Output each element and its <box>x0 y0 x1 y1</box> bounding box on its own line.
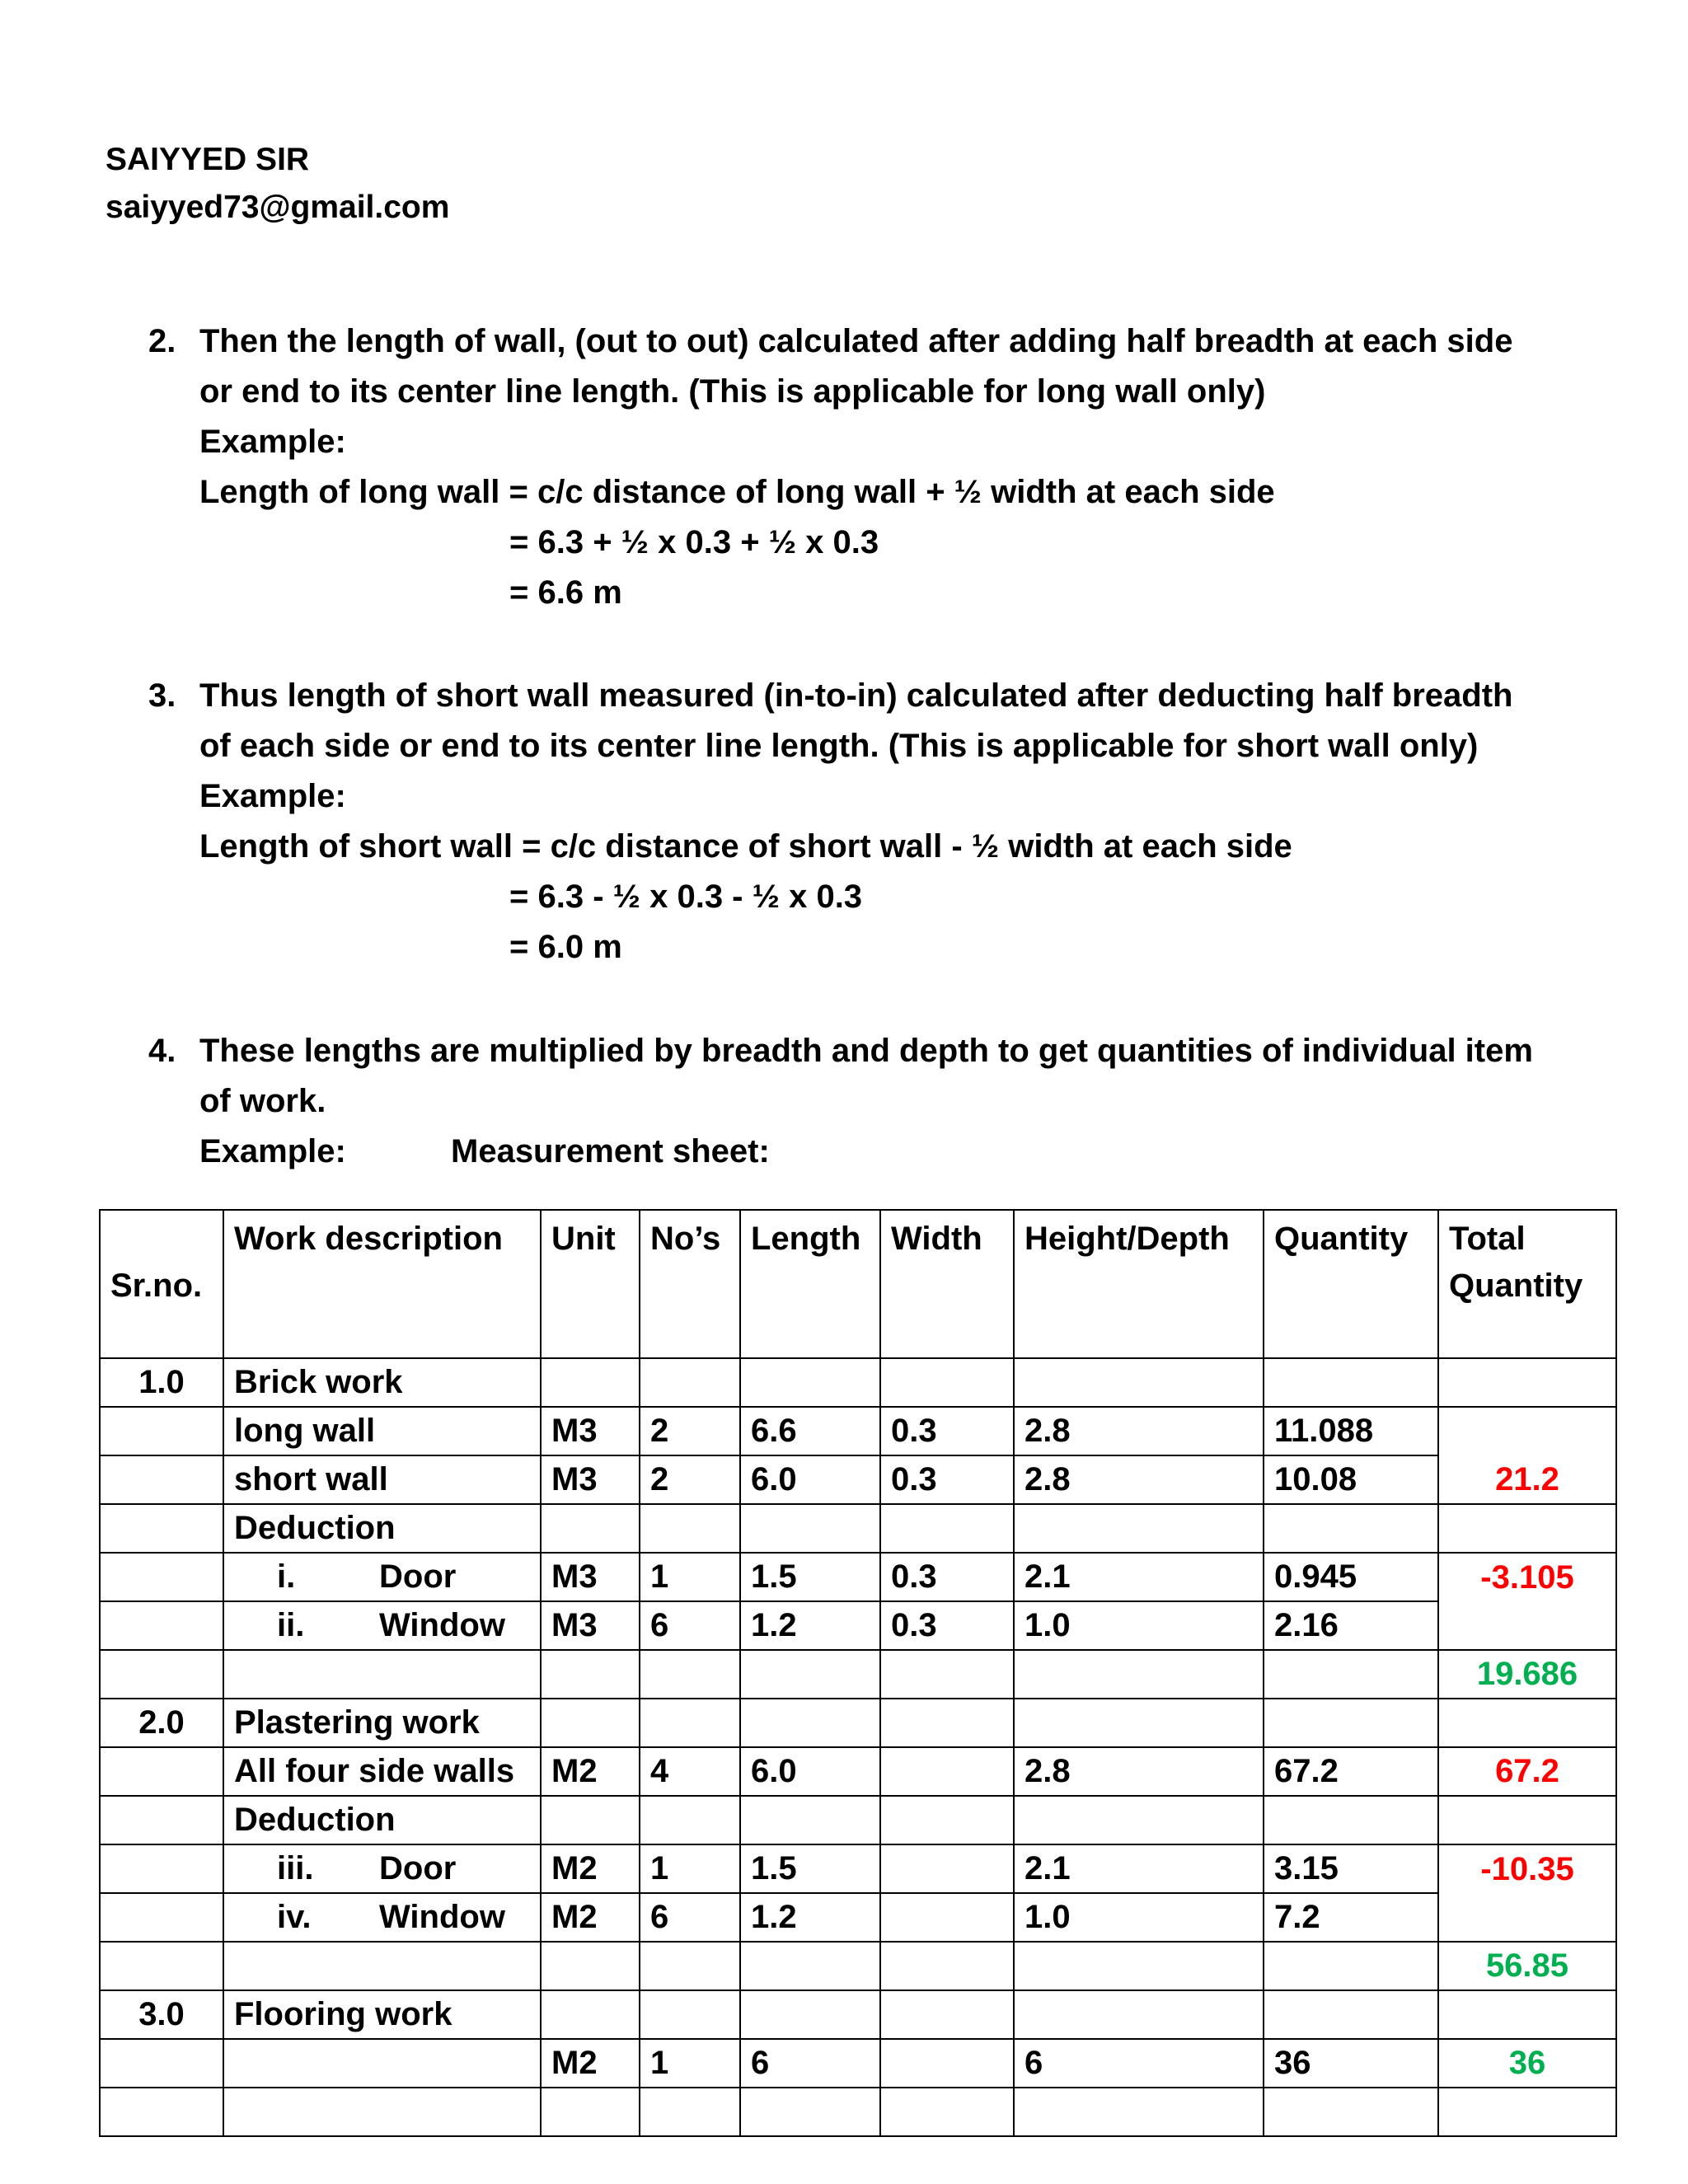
cell-length: 1.5 <box>740 1844 880 1893</box>
cell-unit: M3 <box>541 1407 640 1455</box>
header-description: Work description <box>223 1210 541 1358</box>
cell-unit: M2 <box>541 1893 640 1942</box>
cell-net-total: 56.85 <box>1438 1942 1616 1990</box>
cell-height: 2.1 <box>1014 1553 1264 1601</box>
cell-height: 6 <box>1014 2039 1264 2088</box>
equation-result: = 6.6 m <box>509 574 622 611</box>
cell-quantity: 11.088 <box>1264 1407 1438 1455</box>
roman-numeral: iii. <box>277 1850 314 1886</box>
cell-quantity: 0.945 <box>1264 1553 1438 1601</box>
cell-length: 1.2 <box>740 1893 880 1942</box>
measurement-table <box>99 1209 1617 2137</box>
cell-description: long wall <box>223 1407 541 1455</box>
header-height: Height/Depth <box>1014 1210 1264 1358</box>
table-row <box>100 1699 1616 1747</box>
example-label: Example: <box>199 1133 346 1169</box>
cell-description: Flooring work <box>223 1990 541 2039</box>
equation-line: = 6.3 + ½ x 0.3 + ½ x 0.3 <box>509 524 879 560</box>
point-text-line: These lengths are multiplied by breadth and depth to get quantities of individual item <box>199 1033 1533 1069</box>
cell-nos: 6 <box>640 1893 740 1942</box>
cell-unit: M2 <box>541 1844 640 1893</box>
header-srno: Sr.no. <box>100 1210 223 1358</box>
cell-nos: 1 <box>640 1553 740 1601</box>
table-row <box>100 2088 1616 2136</box>
cell-quantity: 67.2 <box>1264 1747 1438 1796</box>
cell-description: short wall <box>223 1455 541 1504</box>
formula-line: Length of long wall = c/c distance of long wall + ½ width at each side <box>199 474 1275 510</box>
point-text-line: Thus length of short wall measured (in-to-in) calculated after deducting half breadth <box>199 677 1513 714</box>
item-name: Window <box>379 1607 505 1643</box>
cell-length: 1.5 <box>740 1553 880 1601</box>
cell-net-total: 19.686 <box>1438 1650 1616 1699</box>
cell-srno: 1.0 <box>100 1358 223 1407</box>
cell-nos: 2 <box>640 1407 740 1455</box>
cell-unit: M2 <box>541 2039 640 2088</box>
table-row <box>100 1504 1616 1553</box>
table-row <box>100 1650 1616 1699</box>
cell-nos: 4 <box>640 1747 740 1796</box>
cell-length: 6.0 <box>740 1747 880 1796</box>
cell-nos: 1 <box>640 2039 740 2088</box>
cell-description <box>223 1893 541 1942</box>
header-quantity: Quantity <box>1264 1210 1438 1358</box>
item-name: Door <box>379 1558 457 1595</box>
cell-unit: M3 <box>541 1601 640 1650</box>
table-row <box>100 1747 1616 1796</box>
point-text-line: of each side or end to its center line length. (This is applicable for short wall only) <box>199 728 1479 764</box>
point-text-line: or end to its center line length. (This is applicable for long wall only) <box>199 373 1266 410</box>
cell-total-quantity: 21.2 <box>1438 1455 1616 1504</box>
item-name: Window <box>379 1899 505 1935</box>
roman-numeral: ii. <box>277 1607 305 1643</box>
table-row <box>100 1455 1616 1504</box>
point-text-line: of work. <box>199 1083 326 1119</box>
cell-quantity: 36 <box>1264 2039 1438 2088</box>
point-number: 4. <box>148 1033 176 1069</box>
cell-quantity: 2.16 <box>1264 1601 1438 1650</box>
author-email: saiyyed73@gmail.com <box>106 190 450 225</box>
cell-description: Plastering work <box>223 1699 541 1747</box>
cell-width: 0.3 <box>880 1601 1014 1650</box>
roman-numeral: i. <box>277 1558 296 1595</box>
table-row <box>100 1407 1616 1455</box>
table-row <box>100 1601 1616 1650</box>
table-row <box>100 1942 1616 1990</box>
cell-width: 0.3 <box>880 1455 1014 1504</box>
cell-nos: 6 <box>640 1601 740 1650</box>
cell-srno: 3.0 <box>100 1990 223 2039</box>
table-row <box>100 2039 1616 2088</box>
cell-description: Deduction <box>223 1796 541 1844</box>
cell-quantity: 3.15 <box>1264 1844 1438 1893</box>
table-header-row <box>100 1210 1616 1358</box>
cell-quantity: 7.2 <box>1264 1893 1438 1942</box>
table-row <box>100 1358 1616 1407</box>
cell-description: All four side walls <box>223 1747 541 1796</box>
table-row <box>100 1844 1616 1893</box>
point-number: 3. <box>148 677 176 714</box>
table-row <box>100 1990 1616 2039</box>
cell-total-quantity: 36 <box>1438 2039 1616 2088</box>
table-row <box>100 1796 1616 1844</box>
example-label: Example: <box>199 778 346 814</box>
header-total-line2: Quantity <box>1449 1268 1583 1304</box>
cell-description <box>223 1844 541 1893</box>
header-nos: No’s <box>640 1210 740 1358</box>
cell-length: 6.6 <box>740 1407 880 1455</box>
header-total-line1: Total <box>1449 1221 1526 1257</box>
cell-length: 6.0 <box>740 1455 880 1504</box>
cell-height: 2.8 <box>1014 1747 1264 1796</box>
cell-description: Deduction <box>223 1504 541 1553</box>
cell-description: Brick work <box>223 1358 541 1407</box>
cell-srno: 2.0 <box>100 1699 223 1747</box>
cell-total-quantity: -3.105 <box>1438 1553 1616 1601</box>
point-text-line: Then the length of wall, (out to out) calculated after adding half breadth at each side <box>199 323 1513 359</box>
cell-description <box>223 1601 541 1650</box>
cell-length: 6 <box>740 2039 880 2088</box>
cell-height: 1.0 <box>1014 1601 1264 1650</box>
header-width: Width <box>880 1210 1014 1358</box>
item-name: Door <box>379 1850 457 1886</box>
header-unit: Unit <box>541 1210 640 1358</box>
cell-description <box>223 1553 541 1601</box>
formula-line: Length of short wall = c/c distance of short wall - ½ width at each side <box>199 828 1292 865</box>
example-label: Example: <box>199 424 346 460</box>
table-row <box>100 1893 1616 1942</box>
cell-nos: 2 <box>640 1455 740 1504</box>
cell-length: 1.2 <box>740 1601 880 1650</box>
equation-line: = 6.3 - ½ x 0.3 - ½ x 0.3 <box>509 879 863 915</box>
cell-nos: 1 <box>640 1844 740 1893</box>
cell-height: 2.8 <box>1014 1407 1264 1455</box>
cell-height: 1.0 <box>1014 1893 1264 1942</box>
equation-result: = 6.0 m <box>509 929 622 965</box>
cell-total-quantity: -10.35 <box>1438 1844 1616 1893</box>
cell-height: 2.8 <box>1014 1455 1264 1504</box>
point-number: 2. <box>148 323 176 359</box>
cell-width: 0.3 <box>880 1407 1014 1455</box>
cell-width: 0.3 <box>880 1553 1014 1601</box>
cell-unit: M3 <box>541 1553 640 1601</box>
header-length: Length <box>740 1210 880 1358</box>
cell-total-quantity: 67.2 <box>1438 1747 1616 1796</box>
cell-height: 2.1 <box>1014 1844 1264 1893</box>
author-name: SAIYYED SIR <box>106 142 310 177</box>
header-total-quantity <box>1438 1210 1616 1358</box>
roman-numeral: iv. <box>277 1899 312 1935</box>
sheet-title: Measurement sheet: <box>451 1133 770 1169</box>
table-row <box>100 1553 1616 1601</box>
cell-quantity: 10.08 <box>1264 1455 1438 1504</box>
cell-unit: M3 <box>541 1455 640 1504</box>
cell-unit: M2 <box>541 1747 640 1796</box>
